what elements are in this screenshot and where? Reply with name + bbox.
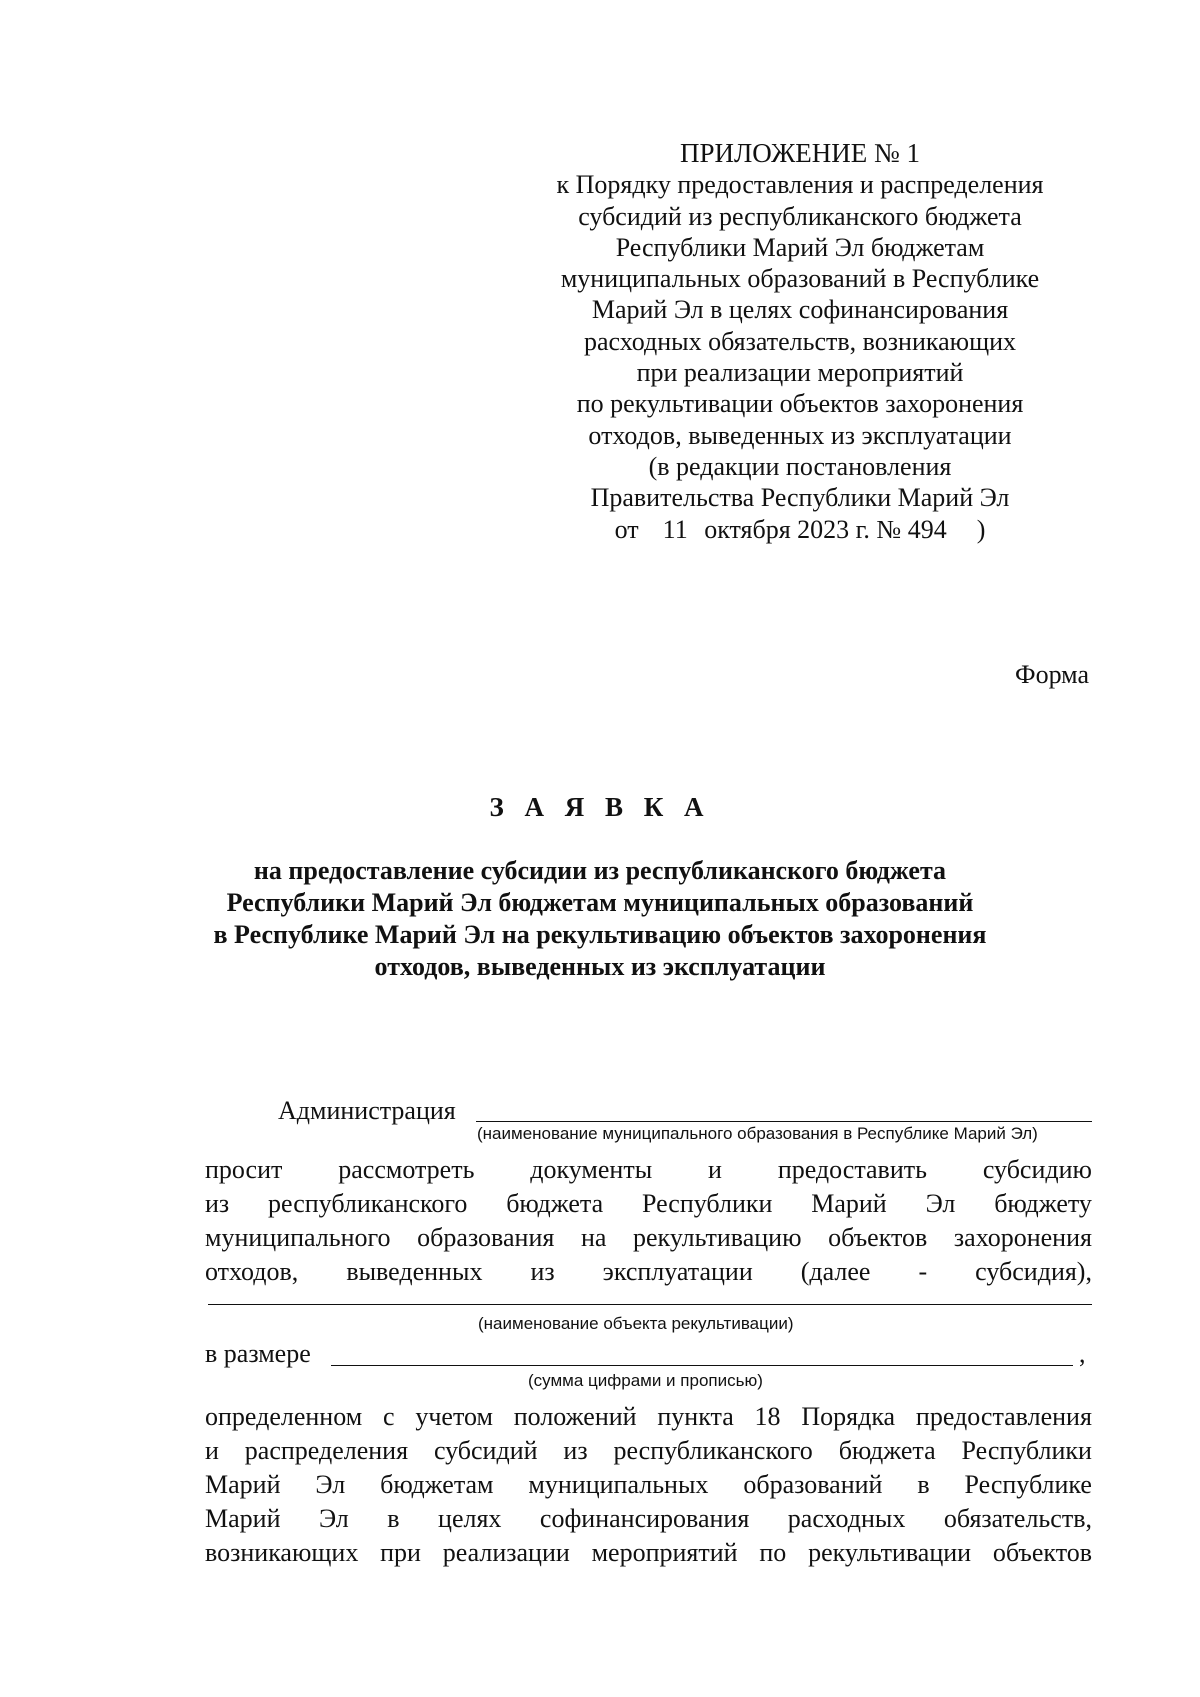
appendix-line: к Порядку предоставления и распределения (556, 170, 1044, 200)
word: и (205, 1436, 219, 1465)
word: распределения (244, 1436, 409, 1465)
paragraph-2-line (205, 1538, 1092, 1568)
appendix-line: субсидий из республиканского бюджета (578, 201, 1022, 231)
word: бюджетам (380, 1470, 494, 1499)
word: Порядка (801, 1402, 896, 1431)
word: (далее (800, 1257, 871, 1286)
word: Эл (318, 1504, 349, 1533)
appendix-date-line (520, 514, 1080, 545)
amount-label: в размере (205, 1339, 311, 1368)
amount-hint: (сумма цифрами и прописью) (528, 1371, 763, 1390)
word: бюджета (838, 1436, 936, 1465)
word: реализации (442, 1538, 570, 1567)
subtitle-line: отходов, выведенных из эксплуатации (374, 952, 826, 981)
appendix-line: расходных обязательств, возникающих (583, 326, 1017, 356)
word: предоставления (915, 1402, 1092, 1431)
word: образования (417, 1223, 555, 1252)
word: муниципальных (528, 1470, 709, 1499)
paragraph-1-line (205, 1257, 1092, 1287)
word: рекультивации (808, 1538, 972, 1567)
word: положений (513, 1402, 637, 1431)
admin-hint: (наименование муниципального образования в Республике Марий Эл) (477, 1124, 1038, 1143)
word: субсидию (982, 1155, 1092, 1184)
word: отходов, (205, 1257, 299, 1286)
subtitle-line: Республики Марий Эл бюджетам муниципальных образований (226, 888, 974, 917)
document-heading: З А Я В К А (489, 792, 711, 822)
subtitle-line: на предоставление субсидии из республиканского бюджета (253, 856, 947, 885)
appendix-line: при реализации мероприятий (636, 358, 964, 388)
paragraph-2-line (205, 1470, 1092, 1500)
word: мероприятий (591, 1538, 738, 1567)
word: из (205, 1189, 230, 1218)
paragraph-2-line (205, 1436, 1092, 1466)
word: Республике (964, 1470, 1092, 1499)
paragraph-1-line (205, 1155, 1092, 1185)
word: просит (205, 1155, 283, 1184)
word: учетом (415, 1402, 493, 1431)
word: эксплуатации (602, 1257, 753, 1286)
appendix-header (520, 138, 1080, 545)
subtitle-line: в Республике Марий Эл на рекультивацию объектов захоронения (213, 920, 987, 949)
word: рекультивацию (633, 1223, 802, 1252)
form-label: Форма (1015, 660, 1089, 689)
word: образований (743, 1470, 883, 1499)
appendix-line: по рекультивации объектов захоронения (576, 389, 1024, 419)
word: и (708, 1155, 722, 1184)
word: муниципального (205, 1223, 391, 1252)
word: при (380, 1538, 421, 1567)
word: субсидий (433, 1436, 538, 1465)
word: 18 (754, 1402, 781, 1431)
word: бюджета (506, 1189, 604, 1218)
document-subtitle (0, 855, 1200, 983)
amount-comma: , (1079, 1339, 1086, 1368)
appendix-line: Марий Эл в целях софинансирования (591, 295, 1009, 325)
word: Эл (315, 1470, 346, 1499)
word: документы (530, 1155, 653, 1184)
word: в (917, 1470, 930, 1499)
word: Марий (205, 1504, 281, 1533)
word: в (387, 1504, 400, 1533)
date-day: 11 (662, 514, 688, 544)
appendix-line: Правительства Республики Марий Эл (590, 483, 1010, 513)
word: целях (438, 1504, 502, 1533)
admin-name-blank[interactable] (476, 1121, 1092, 1122)
word: по (759, 1538, 787, 1567)
word: выведенных (346, 1257, 483, 1286)
paragraph-2-line (205, 1504, 1092, 1534)
word: республиканского (268, 1189, 468, 1218)
appendix-line: отходов, выведенных из эксплуатации (588, 420, 1012, 450)
date-prefix: от (614, 514, 639, 544)
object-hint: (наименование объекта рекультивации) (478, 1314, 794, 1333)
word: бюджету (994, 1189, 1092, 1218)
word: предоставить (777, 1155, 927, 1184)
word: рассмотреть (338, 1155, 475, 1184)
word: определенном (205, 1402, 363, 1431)
paragraph-1-line (205, 1223, 1092, 1253)
word: субсидия), (975, 1257, 1092, 1286)
word: пункта (657, 1402, 734, 1431)
word: из (563, 1436, 588, 1465)
word: объектов (992, 1538, 1092, 1567)
appendix-line: муниципальных образований в Республике (560, 264, 1040, 294)
admin-label: Администрация (278, 1096, 456, 1125)
word: Республики (961, 1436, 1092, 1465)
date-close: ) (976, 514, 986, 544)
word: на (580, 1223, 607, 1252)
word: - (918, 1257, 928, 1286)
word: из (530, 1257, 555, 1286)
word: расходных (787, 1504, 906, 1533)
paragraph-1-line (205, 1189, 1092, 1219)
word: захоронения (953, 1223, 1092, 1252)
word: Республики (641, 1189, 773, 1218)
word: софинансирования (539, 1504, 750, 1533)
appendix-line: Республики Марий Эл бюджетам (615, 232, 985, 262)
word: республиканского (613, 1436, 813, 1465)
word: с (383, 1402, 395, 1431)
paragraph-2-line (205, 1402, 1092, 1432)
word: объектов (828, 1223, 928, 1252)
date-number: 494 (907, 514, 947, 544)
appendix-line: (в редакции постановления (648, 451, 952, 481)
word: обязательств, (943, 1504, 1092, 1533)
word: Марий (811, 1189, 887, 1218)
word: Эл (925, 1189, 956, 1218)
object-name-blank[interactable] (208, 1304, 1092, 1305)
word: Марий (205, 1470, 281, 1499)
word: возникающих (205, 1538, 359, 1567)
amount-blank[interactable] (331, 1365, 1073, 1366)
appendix-title: ПРИЛОЖЕНИЕ № 1 (679, 138, 921, 168)
date-rest: октября 2023 г. № (704, 514, 902, 544)
